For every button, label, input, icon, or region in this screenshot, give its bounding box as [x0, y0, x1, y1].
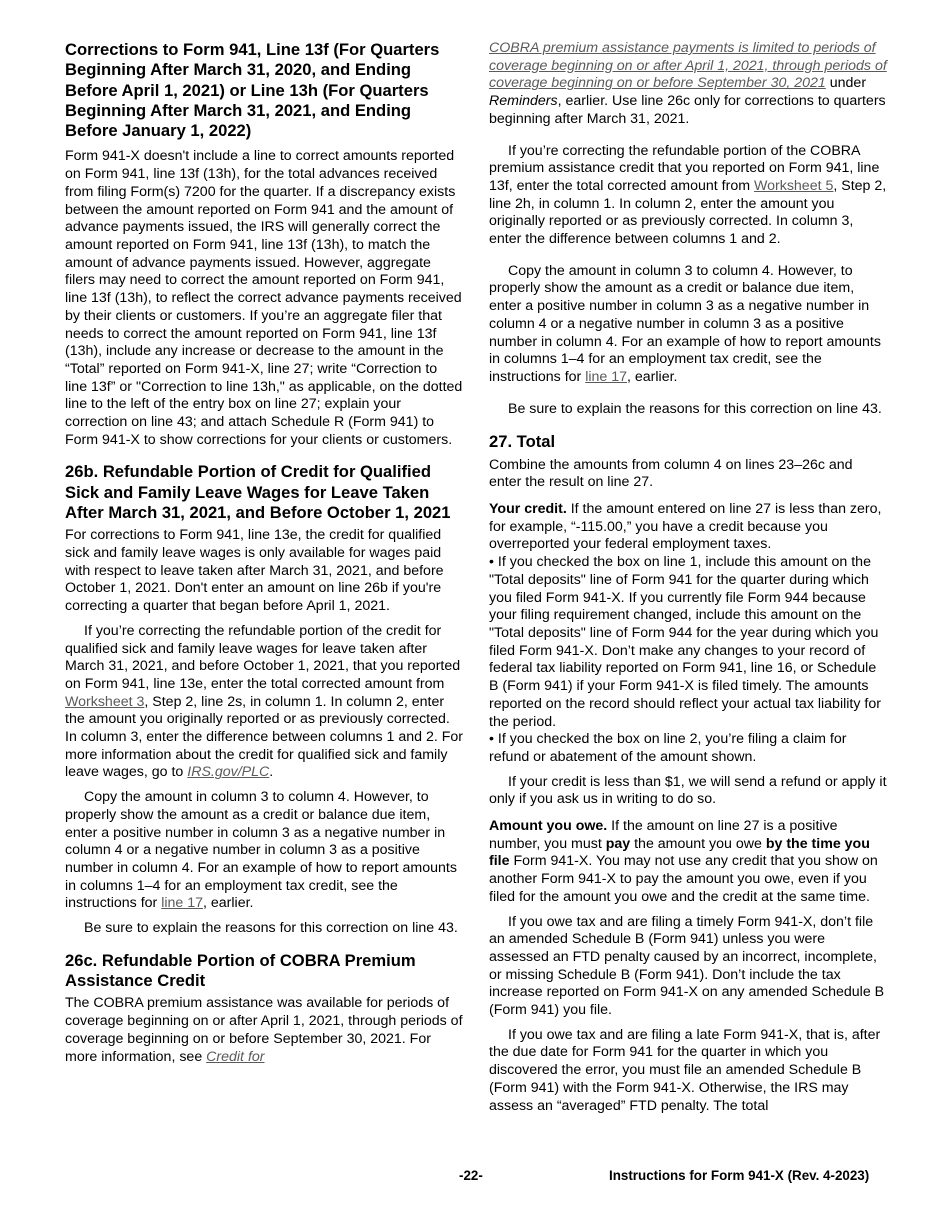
paragraph-your-credit: Your credit. If the amount entered on line 27 is less than zero, for example, “-115.00,” you have a credit because you overreported your federal employment taxes.	[489, 501, 882, 553]
paragraph-credit-less-than-1: If your credit is less than $1, we will send a refund or apply it only if you ask us in writing to do so.	[489, 773, 887, 808]
paragraph-late-941x: If you owe tax and are filing a late Form 941-X, that is, after the due date for Form 941 for the quarter in which you discovered the error, you must file an amended Schedule B (Form 941) with the Form 941-X. Otherwise, the IRS may assess an “averaged” FTD penalty. The total	[489, 1026, 881, 1114]
worksheet-3-link[interactable]: Worksheet 3	[65, 693, 145, 710]
paragraph-amount-you-owe: Amount you owe. If the amount on line 27 is a positive number, you must pay the amount you owe by the time you file Form 941-X. You may not use any credit that you show on another Form 941-X to pay the amount you owe, even if you filed for the amount you owe and the credit at the same time.	[489, 818, 878, 905]
irs-plc-link[interactable]: IRS.gov/PLC	[187, 764, 270, 781]
paragraph-26c-copy: Copy the amount in column 3 to column 4. However, to properly show the amount as a credit or balance due item, enter a positive number in column 3 as a negative number in column 4 or a negative number in column 3 as a positive number in column 4. For an example of how to report amounts in columns 1–4 for an employment tax credit, see the instructions for line 17, earlier.	[489, 262, 881, 385]
document-title: Instructions for Form 941-X (Rev. 4-2023)	[609, 1168, 870, 1183]
paragraph-27-combine: Combine the amounts from column 4 on lines 23–26c and enter the result on line 27.	[489, 456, 853, 491]
line-17-link[interactable]: line 17	[161, 895, 204, 912]
paragraph-26b-correcting: If you’re correcting the refundable portion of the credit for qualified sick and family leave wages for leave taken after March 31, 2021, and before October 1, 2021, that you reported on Form 941, line 13e, enter the total corrected amount from Worksheet 3, Step 2, line 2s, in column 1. In column 2, enter the amount you originally reported or as previously corrected. In column 3, enter the difference between columns 1 and 2. For more information about the credit for qualified sick and family leave wages, go to IRS.gov/PLC.	[65, 622, 464, 781]
worksheet-5-link[interactable]: Worksheet 5	[753, 177, 834, 194]
page-number: -22-	[459, 1168, 483, 1183]
paragraph-timely-941x: If you owe tax and are filing a timely Form 941-X, don’t file an amended Schedule B (Form 941) unless you were assessed an FTD penalty caused by an incorrect, incomplete, or missing Schedule B (Form 941). Don’t include the tax increase reported on Form 941-X on any amended Schedule B (Form 941) you file.	[489, 913, 885, 1019]
heading-26b: 26b. Refundable Portion of Credit for Qualified Sick and Family Leave Wages for Leave Taken After March 31, 2021, and Before October 1, 2021	[65, 462, 451, 523]
right-column	[489, 40, 887, 1115]
paragraph-26c-intro: The COBRA premium assistance was available for periods of coverage beginning on or after April 1, 2021, through periods of coverage beginning on or before September 30, 2021. For more information, see Credit for	[65, 995, 463, 1065]
bullet-line-1: • If you checked the box on line 1, include this amount on the "Total deposits" line of Form 941 for the quarter during which you filed Form 941-X. If you currently file Form 944 because your filing requirement changed, include this amount on the "Total deposits" line of Form 944 for the year during which you filed Form 941-X. Don’t make any changes to your record of federal tax liability reported on Form 941, line 16, or Schedule B (Form 941) if your Form 941-X is filed timely. The amounts reported on the record should reflect your actual tax liability for the period.	[489, 554, 881, 730]
paragraph-26b-copy: Copy the amount in column 3 to column 4. However, to properly show the amount as a credit or balance due item, enter a positive number in column 3 as a negative number in column 4 or a negative number in column 3 as a positive number in column 4. For an example of how to report amounts in columns 1–4 for an employment tax credit, see the instructions for line 17, earlier.	[65, 789, 457, 912]
line-17-link-right[interactable]: line 17	[585, 368, 628, 385]
credit-for-cobra-link[interactable]: Credit for	[206, 1048, 265, 1065]
paragraph-26b-explain: Be sure to explain the reasons for this correction on line 43.	[84, 920, 458, 937]
credit-for-cobra-link-continued[interactable]: COBRA premium assistance payments is limited to periods of coverage beginning on or after April 1, 2021, through periods of coverage beginning on or before September 30, 2021	[489, 40, 887, 92]
heading-26c: 26c. Refundable Portion of COBRA Premium Assistance Credit	[65, 950, 416, 991]
heading-corrections-13f-13h: Corrections to Form 941, Line 13f (For Quarters Beginning After March 31, 2020, and Ending Before April 1, 2021) or Line 13h (For Quarters Beginning After March 31, 2021, and Ending Before January 1, 2022)	[65, 40, 440, 141]
paragraph-corrections: Form 941-X doesn't include a line to correct amounts reported on Form 941, line 13f (13h), for the total advances received from filing Form(s) 7200 for the quarter. If a discrepancy exists between the amount reported on Form 941 and the amount of advance payments issued, the IRS will generally correct the amount reported on Form 941, line 13f (13h), to match the amount of advance payments issued. However, aggregate filers may need to correct the amount reported on Form 941, line 13f (13h), to reflect the correct advance payments received by their clients or customers. If you’re an aggregate filer that needs to correct the amount reported on Form 941, line 13f (13h), include any increase or decrease to the amount in the “Total” reported on Form 941-X, line 27; write “Correction to line 13f” or "Correction to line 13h," as applicable, on the dotted line to the left of the entry box on line 27; explain your correction on line 43; and attach Schedule R (Form 941) to Form 941-X to show corrections for your clients or customers.	[65, 148, 463, 448]
heading-27-total: 27. Total	[489, 432, 556, 452]
paragraph-26c-explain: Be sure to explain the reasons for this correction on line 43.	[508, 400, 882, 417]
paragraph-26c-continued: COBRA premium assistance payments is limited to periods of coverage beginning on or after April 1, 2021, through periods of coverage beginning on or before September 30, 2021 under Reminders, earlier. Use line 26c only for corrections to quarters beginning after March 31, 2021.	[489, 40, 887, 127]
bullet-line-2: • If you checked the box on line 2, you’re filing a claim for refund or abatement of the amount shown.	[489, 731, 847, 765]
paragraph-26b-intro: For corrections to Form 941, line 13e, the credit for qualified sick and family leave wages is only available for wages paid with respect to leave taken after March 31, 2021, and before October 1, 2021. Don't enter an amount on line 26b if you're correcting a quarter that began before April 1, 2021.	[65, 527, 444, 615]
left-column	[65, 40, 463, 1066]
paragraph-26c-correcting: If you’re correcting the refundable portion of the COBRA premium assistance credit that you reported on Form 941, line 13f, enter the total corrected amount from Worksheet 5, Step 2, line 2h, in column 1. In column 2, enter the amount you originally reported or as previously corrected. In column 3, enter the difference between columns 1 and 2.	[489, 142, 887, 248]
